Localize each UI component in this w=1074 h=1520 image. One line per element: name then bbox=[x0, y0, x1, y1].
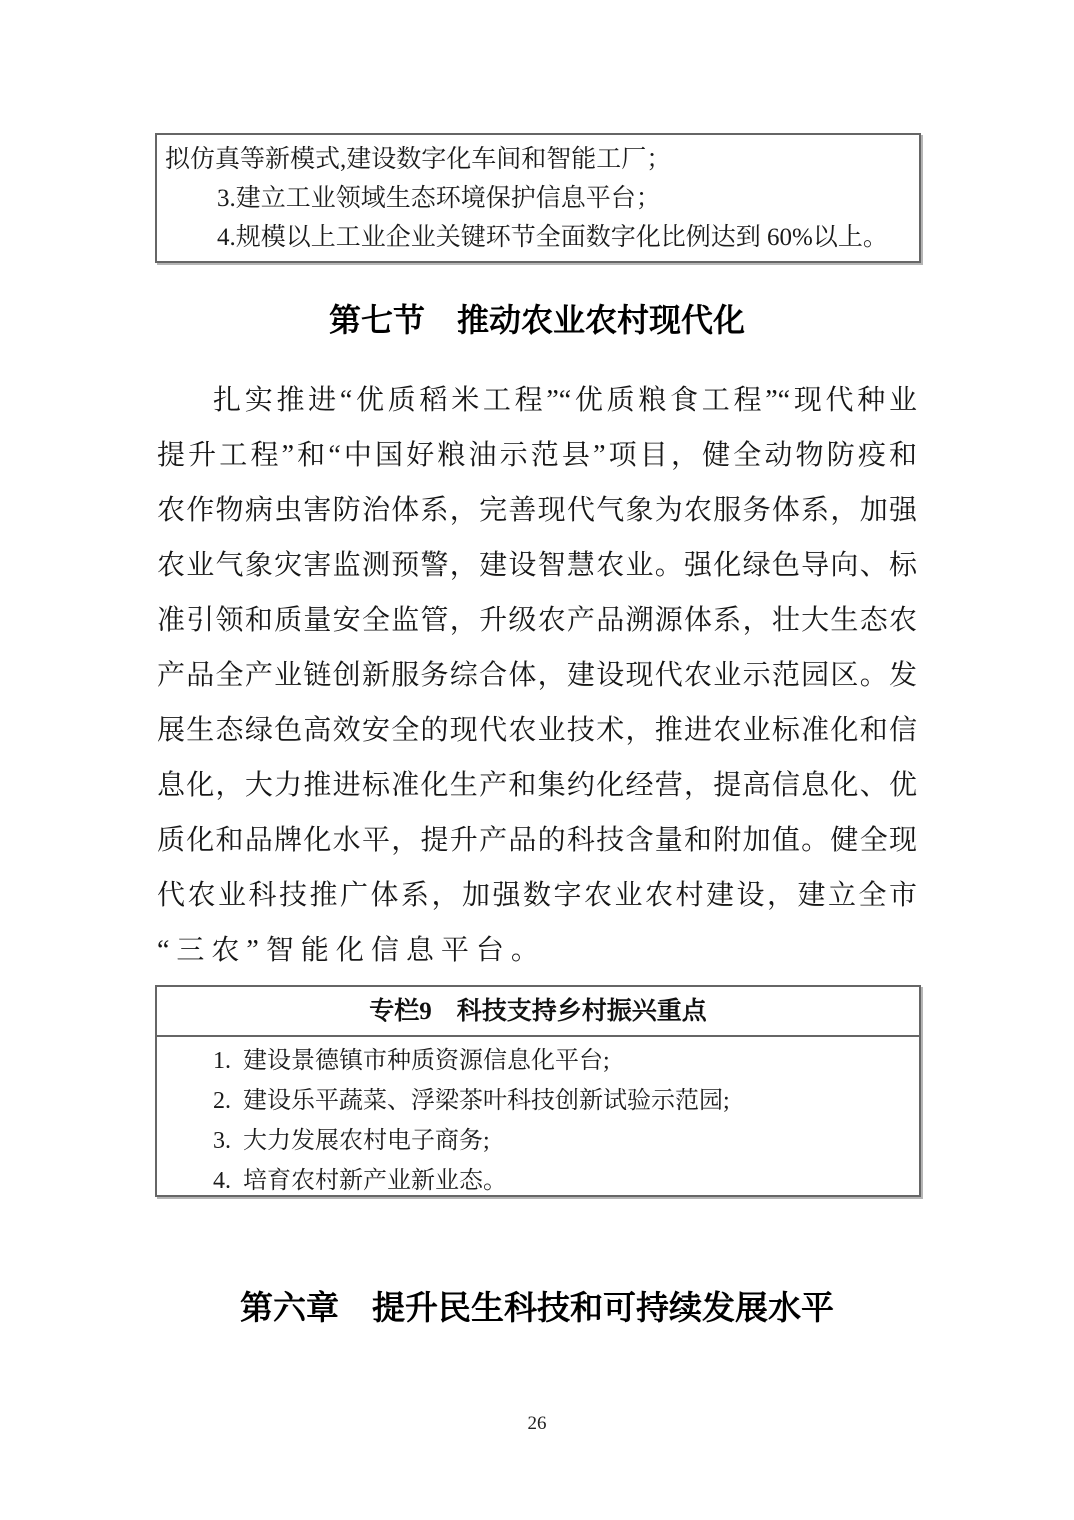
list-item-text: 培育农村新产业新业态。 bbox=[243, 1168, 507, 1194]
list-item-text: 建设景德镇市种质资源信息化平台; bbox=[243, 1048, 610, 1074]
column-box-title: 专栏9 科技支持乡村振兴重点 bbox=[157, 987, 919, 1037]
paragraph-line: 展生态绿色高效安全的现代农业技术，推进农业标准化和信 bbox=[157, 715, 917, 746]
paragraph-line: 农业气象灾害监测预警，建设智慧农业。强化绿色导向、标 bbox=[157, 550, 917, 581]
list-item bbox=[213, 1161, 903, 1201]
list-item-number: 3. bbox=[213, 1128, 231, 1154]
paragraph-line: 产品全产业链创新服务综合体，建设现代农业示范园区。发 bbox=[157, 660, 917, 691]
paragraph-line: 息化，大力推进标准化生产和集约化经营，提高信息化、优 bbox=[157, 770, 917, 801]
section-heading: 第七节 推动农业农村现代化 bbox=[328, 302, 745, 338]
list-item-number: 1. bbox=[213, 1048, 231, 1074]
column-box-list bbox=[157, 1037, 919, 1201]
list-item bbox=[213, 1041, 903, 1081]
list-item bbox=[213, 1121, 903, 1161]
chapter-heading: 第六章 提升民生科技和可持续发展水平 bbox=[240, 1289, 834, 1326]
column-9-box bbox=[155, 985, 921, 1197]
page-number: 26 bbox=[527, 1413, 547, 1434]
list-item-number: 2. bbox=[213, 1088, 231, 1114]
paragraph-line: 代农业科技推广体系，加强数字农业农村建设，建立全市 bbox=[157, 880, 917, 911]
textbox-line: 拟仿真等新模式,建设数字化车间和智能工厂； bbox=[165, 146, 672, 173]
textbox-line: 4.规模以上工业企业关键环节全面数字化比例达到 60%以上。 bbox=[217, 224, 888, 251]
paragraph-line: 质化和品牌化水平，提升产品的科技含量和附加值。健全现 bbox=[157, 825, 917, 856]
paragraph-line: “三农”智能化信息平台。 bbox=[157, 935, 546, 966]
paragraph-line: 准引领和质量安全监管，升级农产品溯源体系，壮大生态农 bbox=[157, 605, 917, 636]
list-item-text: 建设乐平蔬菜、浮梁茶叶科技创新试验示范园; bbox=[243, 1088, 730, 1114]
list-item-text: 大力发展农村电子商务; bbox=[243, 1128, 490, 1154]
list-item-number: 4. bbox=[213, 1168, 231, 1194]
body-paragraph bbox=[157, 373, 917, 978]
paragraph-line: 农作物病虫害防治体系，完善现代气象为农服务体系，加强 bbox=[157, 495, 917, 526]
list-item bbox=[213, 1081, 903, 1121]
paragraph-line: 提升工程”和“中国好粮油示范县”项目，健全动物防疫和 bbox=[157, 440, 917, 471]
paragraph-line: 扎实推进“优质稻米工程”“优质粮食工程”“现代种业 bbox=[213, 385, 917, 416]
continuation-textbox bbox=[155, 133, 921, 263]
textbox-line: 3.建立工业领域生态环境保护信息平台； bbox=[217, 185, 661, 212]
